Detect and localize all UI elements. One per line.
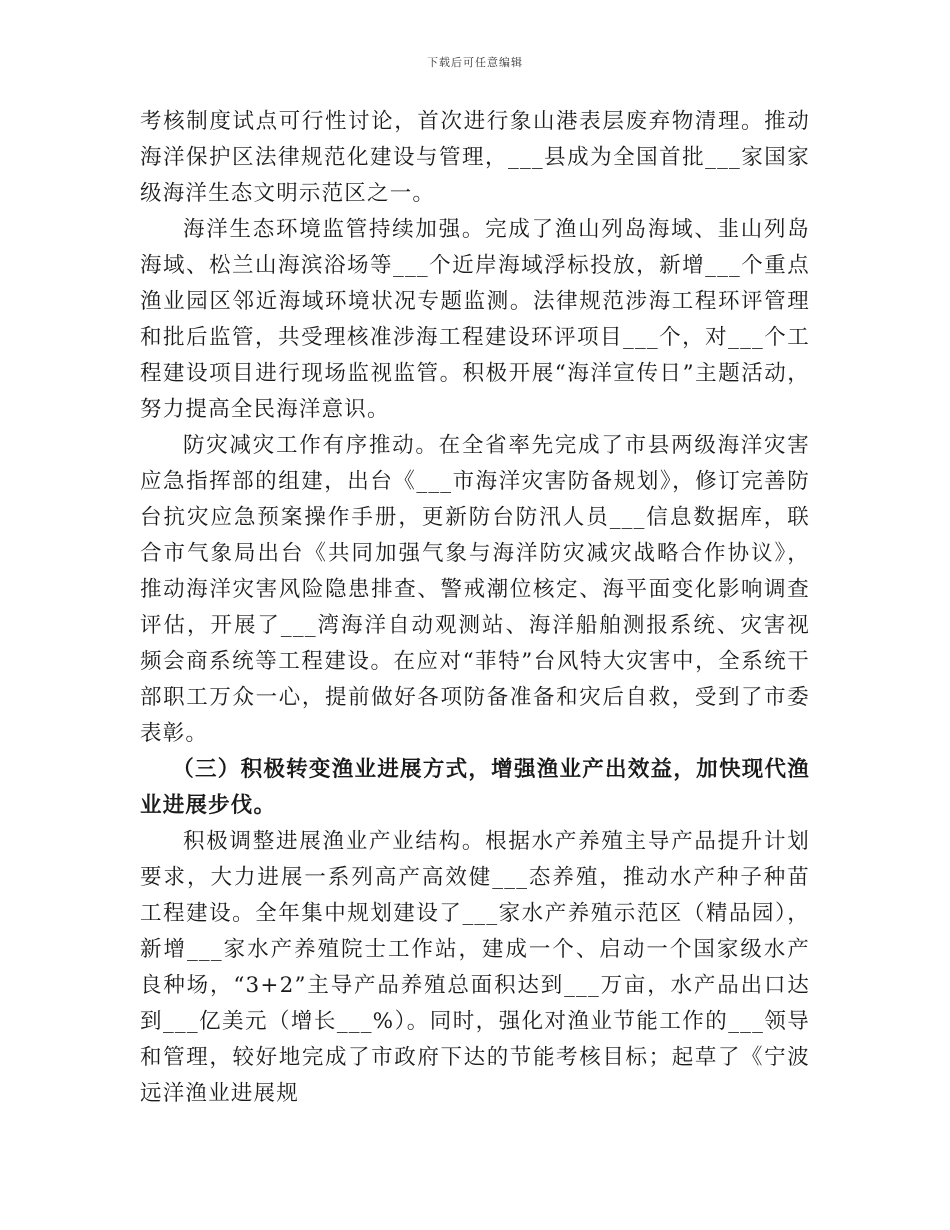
section-heading: （三）积极转变渔业进展方式，增强渔业产出效益，加快现代渔业进展步伐。 xyxy=(140,757,810,818)
paragraph-marine-monitoring: 海洋生态环境监管持续加强。完成了渔山列岛海域、韭山列岛海域、松兰山海滨浴场等___个近岸海域浮标投放，新增___个重点渔业园区邻近海域环境状况专题监测。法律规范涉海工程环评管理和批后监管，共受理核准涉海工程建设环评项目___个，对___个工程建设项目进行现场监视监管。积极开展“海洋宣传日”主题活动，努力提高全民海洋意识。 xyxy=(140,217,810,422)
paragraph-continuation: 考核制度试点可行性讨论，首次进行象山港表层废弃物清理。推动海洋保护区法律规范化建设与管理，___县成为全国首批___家国家级海洋生态文明示范区之一。 xyxy=(140,109,810,206)
paragraph-fishery-structure: 积极调整进展渔业产业结构。根据水产养殖主导产品提升计划要求，大力进展一系列高产高效健___态养殖，推动水产种子种苗工程建设。全年集中规划建设了___家水产养殖示范区（精品园），新增___家水产养殖院士工作站，建成一个、启动一个国家级水产良种场，“3+2”主导产品养殖总面积达到___万亩，水产品出口达到___亿美元（增长___%）。同时，强化对渔业节能工作的___领导和管理，较好地完成了市政府下达的节能考核目标；起草了《宁波远洋渔业进展规 xyxy=(140,829,810,1106)
page-header-note: 下载后可任意编辑 xyxy=(427,56,523,69)
paragraph-disaster-prevention: 防灾减灾工作有序推动。在全省率先完成了市县两级海洋灾害应急指挥部的组建，出台《___市海洋灾害防备规划》，修订完善防台抗灾应急预案操作手册，更新防台防汛人员___信息数据库，联合市气象局出台《共同加强气象与海洋防灾减灾战略合作协议》，推动海洋灾害风险隐患排查、警戒潮位核定、海平面变化影响调查评估，开展了___湾海洋自动观测站、海洋船舶测报系统、灾害视频会商系统等工程建设。在应对“菲特”台风特大灾害中，全系统干部职工万众一心，提前做好各项防备准备和灾后自救，受到了市委表彰。 xyxy=(140,433,810,746)
document-body xyxy=(140,104,810,1112)
